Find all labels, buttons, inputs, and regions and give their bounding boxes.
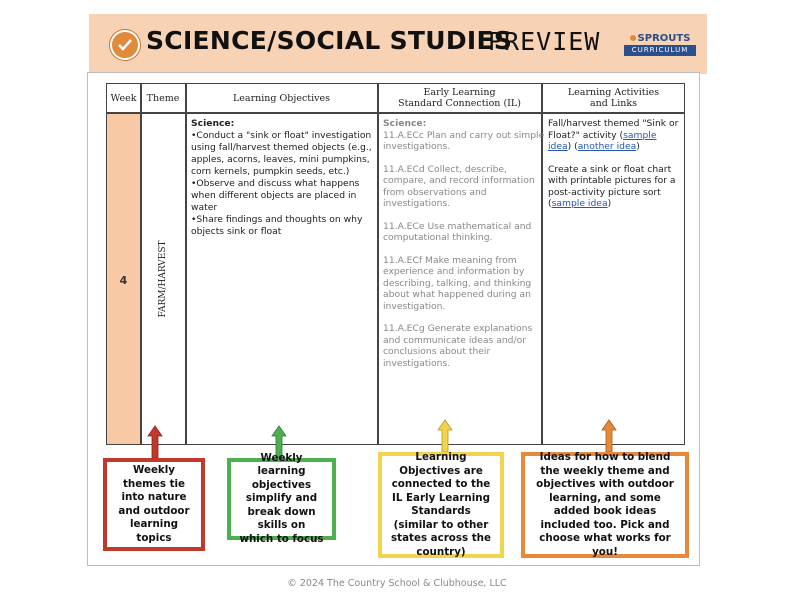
check-circle-icon — [110, 30, 140, 60]
standard-item: 11.A.ECg Generate explanations and communicate ideas and/or conclusions about their investigations. — [383, 323, 533, 369]
copyright-footer: © 2024 The Country School & Clubhouse, LLC — [287, 578, 507, 589]
callout-text: Learning Objectives are connected to the IL Early Learning Standards (similar to other states across the country) — [391, 451, 491, 558]
page-title: SCIENCE/SOCIAL STUDIES — [146, 26, 513, 55]
standards-cell — [383, 118, 545, 380]
callout-objectives — [227, 451, 336, 545]
arrow-up-icon — [147, 424, 163, 460]
logo-bottom-text: CURRICULUM — [624, 45, 696, 56]
page-subtitle: PREVIEW — [488, 27, 601, 56]
sprouts-logo — [624, 33, 696, 56]
standard-item: 11.A.ECc Plan and carry out simple investigations. — [383, 129, 545, 152]
activities-cell — [548, 118, 680, 221]
objective-item: •Share findings and thoughts on why objects sink or float — [191, 214, 363, 237]
activity-text: Fall/harvest themed "Sink or Float?" activity ( — [548, 118, 679, 141]
activity-text: ) — [636, 141, 640, 152]
standard-item: 11.A.ECe Use mathematical and computational thinking. — [383, 220, 532, 243]
curriculum-table — [106, 83, 685, 445]
sprout-icon — [630, 35, 636, 41]
callout-text: Ideas for how to blend the weekly theme and objectives with outdoor learning, and some added book ideas included too. Pick and choose what works for you! — [536, 451, 674, 558]
activity-item — [548, 118, 680, 153]
callout-text: Weekly learning objectives simplify and break down skills on which to focus — [239, 451, 324, 545]
standard-item: 11.A.ECd Collect, describe, compare, and record information from observations and investigations. — [383, 163, 535, 209]
week-number: 4 — [119, 274, 128, 287]
header-standards-line2: Standard Connection (IL) — [398, 98, 521, 109]
logo-top-text: SPROUTS — [637, 33, 691, 44]
header-objectives: Learning Objectives — [233, 92, 330, 104]
header-week: Week — [110, 92, 137, 104]
objectives-cell — [191, 118, 376, 238]
header-theme: Theme — [146, 92, 180, 104]
header-activities — [542, 84, 685, 112]
activity-text: ) ( — [567, 141, 578, 152]
theme-label: FARM/HARVEST — [158, 240, 168, 318]
standard-item: 11.A.ECf Make meaning from experience and information by describing, talking, and thinking about what happened during an investigation. — [383, 254, 532, 312]
another-idea-link[interactable]: another idea — [577, 141, 637, 152]
standards-heading: Science: — [383, 118, 427, 129]
header-standards-line1: Early Learning — [423, 87, 496, 98]
header-activities-line2: and Links — [590, 98, 637, 109]
activity-text: Create a sink or float chart with printable pictures for a post-activity picture sort ( — [548, 163, 676, 209]
objective-item: •Observe and discuss what happens when different objects are placed in water — [191, 178, 360, 213]
header-standards — [378, 84, 541, 112]
objectives-heading: Science: — [191, 118, 235, 129]
sample-idea-link[interactable]: sample idea — [548, 129, 657, 152]
activity-item — [548, 164, 680, 210]
objective-item: •Conduct a "sink or float" investigation using fall/harvest themed objects (e.g., apples, acorns, leaves, mini pumpkins, corn kernels, pumpkin seeds, etc.) — [191, 130, 372, 177]
callout-text: Weekly themes tie into nature and outdoor learning topics — [118, 464, 190, 544]
activity-text: ) — [607, 198, 612, 209]
header-activities-line1: Learning Activities — [567, 87, 660, 98]
callout-standards — [378, 452, 504, 558]
callout-themes — [103, 458, 205, 551]
arrow-up-icon — [437, 418, 453, 454]
sample-idea-link[interactable]: sample idea — [551, 198, 608, 209]
arrow-up-icon — [601, 418, 617, 454]
callout-activities — [521, 452, 689, 558]
